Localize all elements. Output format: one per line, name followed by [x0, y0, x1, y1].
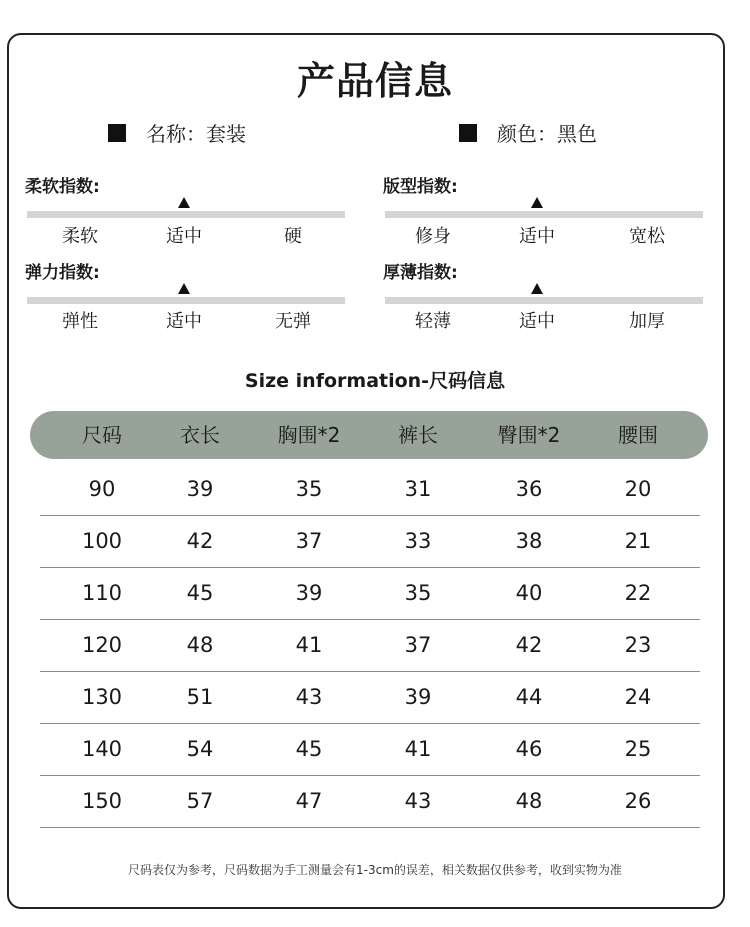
scale-label: 适中 [166, 311, 202, 332]
scale-label: 轻薄 [415, 311, 451, 332]
scale-label: 弹性 [62, 311, 98, 332]
page-title: 产品信息 [296, 59, 453, 103]
table-cell: 51 [186, 685, 214, 709]
table-cell: 45 [295, 737, 323, 761]
table-cell: 23 [624, 633, 652, 657]
table-cell: 37 [404, 633, 432, 657]
table-cell: 39 [404, 685, 432, 709]
scale-label: 修身 [415, 226, 451, 247]
table-cell: 130 [81, 685, 123, 709]
scale-title: 弹力指数: [25, 263, 100, 283]
table-row [40, 567, 700, 620]
scale-bar [27, 297, 345, 304]
table-header-cell: 裤长 [398, 423, 438, 447]
table-header-cell: 腰围 [618, 423, 658, 447]
table-cell: 100 [81, 529, 123, 553]
table-cell: 24 [624, 685, 652, 709]
table-cell: 47 [295, 789, 323, 813]
table-cell: 41 [404, 737, 432, 761]
table-cell: 54 [186, 737, 214, 761]
table-header-cell: 尺码 [82, 423, 122, 447]
scale-label: 加厚 [629, 311, 665, 332]
table-row [40, 463, 700, 516]
table-header-cell: 衣长 [180, 423, 220, 447]
table-cell: 48 [515, 789, 543, 813]
scale-label: 硬 [284, 226, 302, 247]
table-row [40, 515, 700, 568]
size-section-title: Size information-尺码信息 [244, 370, 506, 392]
scale-indicator-arrow-icon [531, 197, 543, 208]
table-cell: 35 [295, 477, 323, 501]
table-cell: 26 [624, 789, 652, 813]
table-row [40, 723, 700, 776]
info-item-name [108, 118, 246, 147]
footnote: 尺码表仅为参考，尺码数据为手工测量会有1-3cm的误差，相关数据仅供参考，收到实物为准 [128, 863, 622, 877]
scale-indicator-arrow-icon [531, 283, 543, 294]
table-cell: 36 [515, 477, 543, 501]
scale-bar [385, 297, 703, 304]
table-cell: 21 [624, 529, 652, 553]
table-cell: 25 [624, 737, 652, 761]
scale-bar [385, 211, 703, 218]
table-cell: 37 [295, 529, 323, 553]
table-cell: 38 [515, 529, 543, 553]
scale-title: 厚薄指数: [383, 263, 458, 283]
table-cell: 57 [186, 789, 214, 813]
table-cell: 41 [295, 633, 323, 657]
table-cell: 40 [515, 581, 543, 605]
table-header-cell: 胸围*2 [277, 423, 341, 447]
scale-label: 宽松 [629, 226, 665, 247]
info-label: 名称：套装 [146, 122, 246, 146]
scale-label: 适中 [519, 226, 555, 247]
table-row [40, 775, 700, 828]
table-cell: 39 [295, 581, 323, 605]
table-cell: 39 [186, 477, 214, 501]
scale-title: 版型指数: [383, 177, 458, 197]
scale-title: 柔软指数: [25, 177, 100, 197]
table-row [40, 671, 700, 724]
table-cell: 35 [404, 581, 432, 605]
table-cell: 46 [515, 737, 543, 761]
table-cell: 44 [515, 685, 543, 709]
table-row [40, 619, 700, 672]
square-bullet-icon [108, 124, 126, 142]
scale-label: 柔软 [62, 226, 98, 247]
table-cell: 140 [81, 737, 123, 761]
table-cell: 110 [81, 581, 123, 605]
table-cell: 42 [186, 529, 214, 553]
info-label: 颜色：黑色 [497, 122, 597, 146]
table-cell: 48 [186, 633, 214, 657]
scale-bar [27, 211, 345, 218]
info-item-color [459, 118, 597, 147]
table-header-cell: 臀围*2 [497, 423, 561, 447]
table-cell: 31 [404, 477, 432, 501]
table-cell: 90 [88, 477, 116, 501]
table-cell: 33 [404, 529, 432, 553]
table-cell: 120 [81, 633, 123, 657]
scale-label: 适中 [166, 226, 202, 247]
scale-indicator-arrow-icon [178, 197, 190, 208]
scale-label: 无弹 [275, 311, 311, 332]
table-cell: 20 [624, 477, 652, 501]
table-cell: 42 [515, 633, 543, 657]
table-cell: 22 [624, 581, 652, 605]
square-bullet-icon [459, 124, 477, 142]
table-cell: 43 [295, 685, 323, 709]
scale-label: 适中 [519, 311, 555, 332]
table-cell: 43 [404, 789, 432, 813]
table-cell: 45 [186, 581, 214, 605]
size-table-header [30, 411, 708, 459]
table-cell: 150 [81, 789, 123, 813]
scale-indicator-arrow-icon [178, 283, 190, 294]
